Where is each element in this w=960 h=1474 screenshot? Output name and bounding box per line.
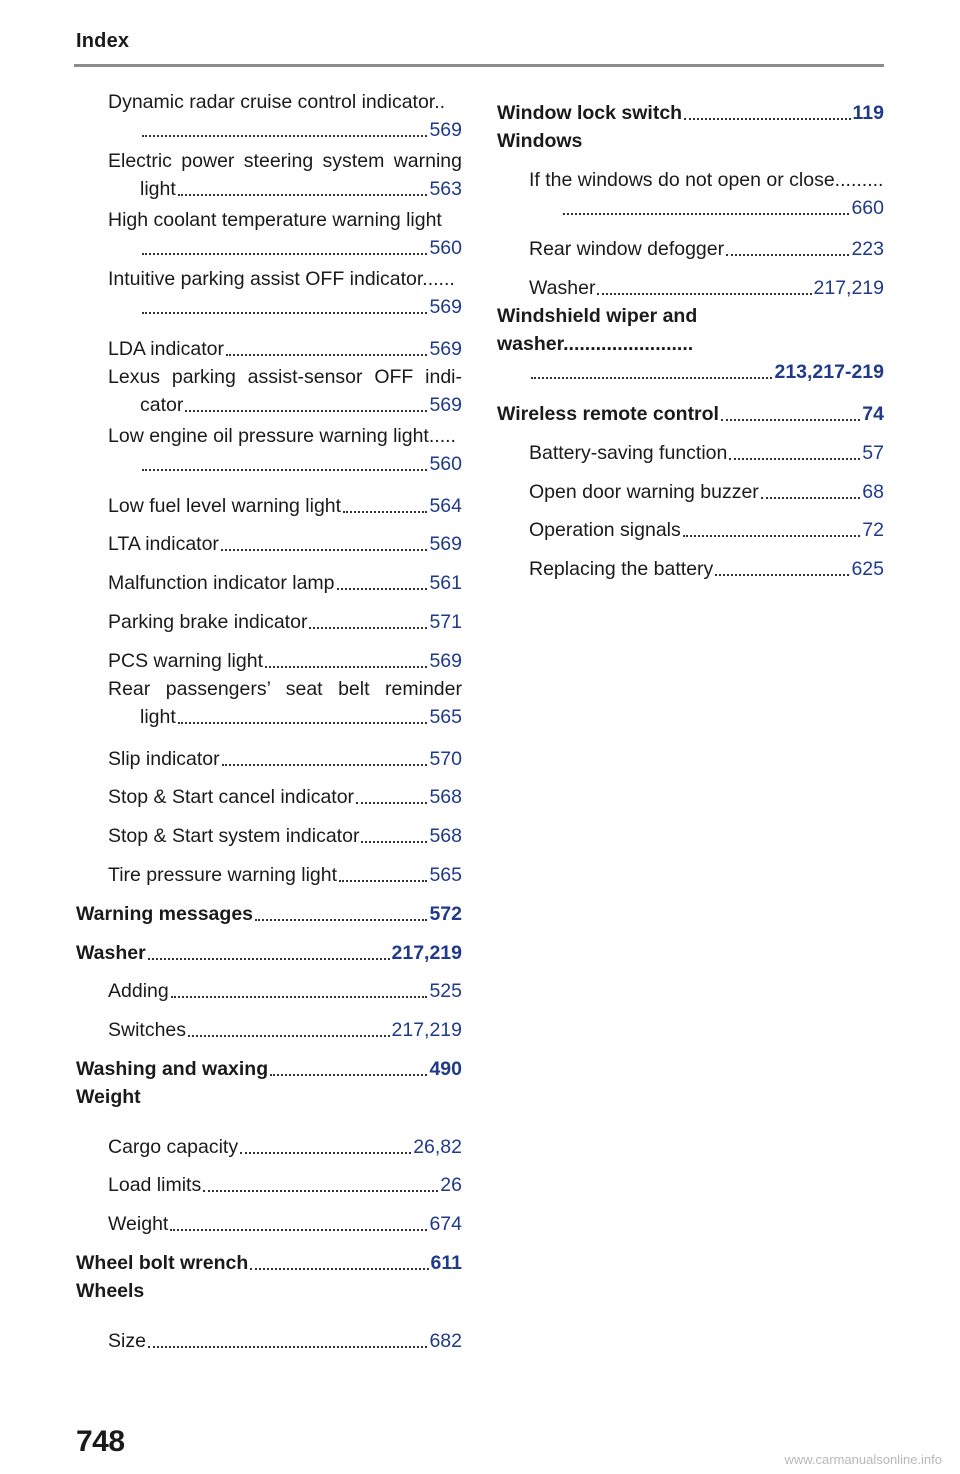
index-entry[interactable] (76, 265, 462, 321)
index-entry[interactable] (497, 428, 884, 467)
dot-leader (761, 491, 860, 499)
entry-text: LTA indicator (108, 533, 219, 556)
entry-text: Lexus parking assist-sensor OFF indi- (108, 365, 462, 388)
index-entry[interactable] (76, 850, 462, 889)
entry-text: Wheel bolt wrench (76, 1251, 249, 1274)
entry-text: Low fuel level warning light (108, 494, 342, 517)
page-reference-link[interactable]: 625 (851, 558, 884, 581)
dot-leader (188, 1029, 389, 1037)
entry-text: Windows (497, 129, 583, 152)
entry-text: Warning messages (76, 902, 254, 925)
index-entry[interactable] (497, 467, 884, 506)
entry-text: Tire pressure warning light (108, 863, 338, 886)
dot-leader (343, 505, 427, 513)
entry-text: Stop & Start cancel indicator (108, 786, 355, 809)
index-entry[interactable] (497, 263, 884, 302)
dot-leader (185, 404, 427, 412)
page-reference-link[interactable]: 569 (429, 649, 462, 672)
index-heading (76, 1083, 462, 1122)
index-entry[interactable] (76, 88, 462, 144)
page-reference-link[interactable]: 217,219 (391, 1019, 462, 1042)
page-reference-link[interactable]: 569 (429, 393, 462, 416)
dot-leader (715, 568, 849, 576)
watermark: www.carmanualsonline.info (784, 1452, 942, 1467)
page-reference-link[interactable]: 660 (851, 196, 884, 219)
index-entry[interactable] (76, 363, 462, 419)
dot-leader (148, 1340, 428, 1348)
index-entry[interactable] (76, 147, 462, 203)
page-reference-link[interactable]: 569 (429, 337, 462, 360)
page-reference-link[interactable]: 525 (429, 980, 462, 1003)
entry-text: Wireless remote control (497, 402, 719, 425)
dot-leader (226, 348, 427, 356)
dot-leader (531, 371, 772, 379)
dot-leader (563, 207, 849, 215)
index-entry[interactable] (76, 928, 462, 967)
dot-leader (597, 287, 811, 295)
dot-leader (721, 413, 860, 421)
header-rule (74, 64, 884, 67)
dot-leader (171, 990, 428, 998)
page-reference-link[interactable]: 569 (429, 533, 462, 556)
entry-continuation (108, 116, 462, 144)
dot-leader (683, 529, 861, 537)
index-entry[interactable] (497, 302, 884, 386)
page-reference-link[interactable]: 569 (429, 119, 462, 141)
page-reference-link[interactable]: 564 (429, 494, 462, 517)
dot-leader (178, 188, 428, 196)
page-reference-link[interactable]: 572 (429, 902, 462, 925)
page-reference-link[interactable]: 561 (429, 572, 462, 595)
page-reference-link[interactable]: 74 (862, 402, 884, 425)
page-header: Index (76, 30, 130, 52)
page-reference-link[interactable]: 611 (430, 1251, 462, 1274)
page-reference-link[interactable]: 26,82 (413, 1135, 462, 1158)
page-reference-link[interactable]: 568 (429, 825, 462, 848)
page-reference-link[interactable]: 568 (429, 786, 462, 809)
index-entry[interactable] (497, 506, 884, 545)
entry-text: LDA indicator (108, 337, 224, 360)
dot-leader (270, 1068, 427, 1076)
dot-leader (309, 621, 427, 629)
dot-leader (684, 112, 850, 120)
dot-leader (265, 660, 427, 668)
index-entry[interactable] (76, 520, 462, 559)
page-reference-link[interactable]: 570 (429, 747, 462, 770)
index-column-left (76, 88, 462, 1355)
entry-text: Malfunction indicator lamp (108, 572, 335, 595)
entry-continuation (108, 391, 462, 419)
index-entry[interactable] (76, 773, 462, 812)
dot-leader (142, 247, 427, 255)
index-entry[interactable] (76, 636, 462, 675)
index-entry[interactable] (76, 734, 462, 773)
entry-continuation (108, 234, 462, 262)
dot-leader (339, 874, 427, 882)
index-entry[interactable] (76, 675, 462, 731)
dot-leader (142, 129, 427, 137)
page-reference-link[interactable]: 26 (440, 1174, 462, 1197)
index-entry[interactable] (76, 1005, 462, 1044)
entry-text: Rear passengers’ seat belt reminder (108, 677, 462, 700)
page-reference-link[interactable]: 490 (429, 1057, 462, 1080)
entry-text: Washer (76, 941, 146, 964)
page-reference-link[interactable]: 72 (862, 519, 884, 542)
entry-text: Battery-saving function (529, 441, 728, 464)
entry-text: Windshield wiper and washer........................ (497, 305, 698, 356)
page-reference-link[interactable]: 569 (429, 296, 462, 318)
index-entry[interactable] (76, 324, 462, 363)
entry-text: Electric power steering system warning (108, 150, 462, 172)
index-entry[interactable] (497, 225, 884, 264)
entry-text: Slip indicator (108, 747, 220, 770)
page-reference-link[interactable]: 560 (429, 452, 462, 475)
entry-text: Size (108, 1329, 146, 1352)
entry-text-continued: light (140, 178, 176, 200)
entry-text: Dynamic radar cruise control indicator.. (108, 91, 446, 113)
entry-continuation (108, 703, 462, 731)
page-reference-link[interactable]: 565 (429, 705, 462, 728)
index-entry[interactable] (497, 166, 884, 222)
index-entry[interactable] (76, 889, 462, 928)
entry-text: Washing and waxing (76, 1057, 269, 1080)
dot-leader (255, 913, 427, 921)
index-column-right (497, 88, 884, 583)
entry-text: Washer (529, 277, 596, 300)
entry-text: Operation signals (529, 519, 681, 542)
dot-leader (148, 952, 390, 960)
page-reference-link[interactable]: 119 (852, 101, 884, 124)
page-reference-link[interactable]: 217,219 (391, 941, 462, 964)
dot-leader (356, 796, 427, 804)
entry-text: Stop & Start system indicator (108, 825, 360, 848)
page-reference-link[interactable]: 223 (851, 238, 884, 261)
entry-continuation (529, 194, 884, 222)
index-entry[interactable] (76, 811, 462, 850)
index-heading (497, 127, 884, 166)
page-reference-link[interactable]: 565 (429, 863, 462, 886)
index-heading (76, 1277, 462, 1316)
entry-text-continued: cator (140, 393, 184, 416)
index-entry[interactable] (76, 1316, 462, 1355)
index-entry[interactable] (76, 1238, 462, 1277)
index-entry[interactable] (76, 558, 462, 597)
entry-text: Weight (108, 1213, 169, 1236)
dot-leader (142, 463, 427, 471)
dot-leader (240, 1146, 411, 1154)
index-entry[interactable] (76, 1199, 462, 1238)
entry-text: High coolant temperature warning light (108, 209, 442, 231)
index-entry[interactable] (76, 597, 462, 636)
page-reference-link[interactable]: 571 (429, 610, 462, 633)
dot-leader (203, 1184, 438, 1192)
entry-text: Weight (76, 1085, 141, 1108)
entry-text: Open door warning buzzer (529, 480, 759, 503)
index-entry[interactable] (497, 389, 884, 428)
entry-text: Replacing the battery (529, 558, 714, 581)
entry-continuation (108, 175, 462, 203)
dot-leader (250, 1262, 428, 1270)
page-reference-link[interactable]: 57 (862, 441, 884, 464)
index-entry[interactable] (76, 1161, 462, 1200)
dot-leader (178, 716, 428, 724)
index-entry[interactable] (76, 967, 462, 1006)
entry-text: Switches (108, 1019, 187, 1042)
entry-continuation (108, 293, 462, 321)
entry-text: Cargo capacity (108, 1135, 239, 1158)
entry-text: PCS warning light (108, 649, 263, 672)
index-entry[interactable] (76, 422, 462, 478)
dot-leader (222, 758, 428, 766)
entry-text: Rear window defogger (529, 238, 725, 261)
page-reference-link[interactable]: 674 (429, 1213, 462, 1236)
index-entry[interactable] (76, 206, 462, 262)
dot-leader (337, 582, 428, 590)
page-number: 748 (76, 1425, 125, 1458)
dot-leader (170, 1223, 427, 1231)
entry-text: Parking brake indicator (108, 610, 308, 633)
dot-leader (142, 306, 427, 314)
entry-text: Adding (108, 980, 169, 1003)
dot-leader (361, 835, 427, 843)
index-entry[interactable] (76, 481, 462, 520)
index-entry[interactable] (497, 544, 884, 583)
entry-text: Wheels (76, 1279, 145, 1302)
page-reference-link[interactable]: 682 (429, 1329, 462, 1352)
entry-text: If the windows do not open or close......... (529, 168, 884, 191)
page-reference-link[interactable]: 213,217-219 (774, 361, 884, 384)
entry-text: Load limits (108, 1174, 202, 1197)
entry-text: Low engine oil pressure warning light..... (108, 424, 456, 447)
page-reference-link[interactable]: 68 (862, 480, 884, 503)
dot-leader (726, 248, 849, 256)
entry-text-continued: light (140, 705, 176, 728)
index-entry[interactable] (76, 1122, 462, 1161)
page-reference-link[interactable]: 563 (429, 178, 462, 200)
entry-text: Window lock switch (497, 101, 683, 124)
index-entry[interactable] (497, 88, 884, 127)
page-reference-link[interactable]: 560 (429, 237, 462, 259)
dot-leader (729, 452, 860, 460)
entry-continuation (497, 358, 884, 386)
dot-leader (221, 543, 428, 551)
page-reference-link[interactable]: 217,219 (813, 277, 884, 300)
index-entry[interactable] (76, 1044, 462, 1083)
entry-text: Intuitive parking assist OFF indicator...... (108, 268, 455, 290)
entry-continuation (108, 450, 462, 478)
